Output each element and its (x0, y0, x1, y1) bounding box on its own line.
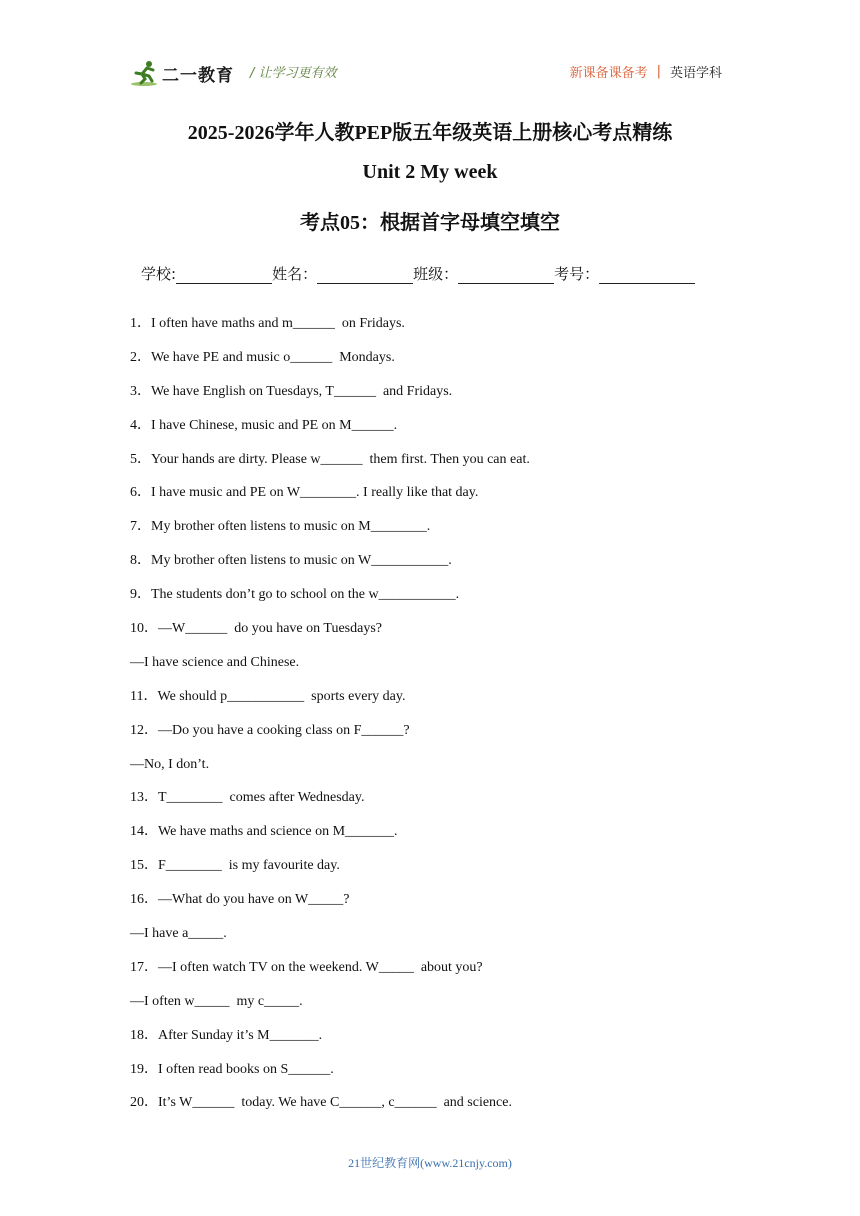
document-title: 2025-2026学年人教PEP版五年级英语上册核心考点精练 (187, 122, 673, 144)
logo-text: 二一教育 (162, 65, 234, 86)
question-line: 16．—What do you have on W_____? (130, 892, 350, 908)
question-line: 3．We have English on Tuesdays, T______ and Fridays. (130, 383, 453, 399)
school-label: 学校: (141, 265, 177, 283)
page-footer: 21世纪教育网(www.21cnjy.com) (348, 1156, 512, 1170)
topic-title: 考点05：根据首字母填空填空 (300, 212, 560, 234)
question-line: 4．I have Chinese, music and PE on M______. (130, 417, 398, 433)
course-label: 新课备课备考 (569, 66, 648, 81)
number-label: 考号： (554, 265, 600, 283)
logo (130, 56, 234, 90)
class-blank[interactable] (458, 265, 554, 284)
name-field (272, 263, 413, 284)
question-line: 15．F________ is my favourite day. (130, 858, 340, 874)
school-field (141, 263, 272, 284)
subject-label: 英语学科 (669, 66, 722, 81)
answer-line: —I have science and Chinese. (130, 654, 300, 670)
question-line: 7．My brother often listens to music on M________. (130, 519, 431, 535)
question-line: 11．We should p___________ sports every day. (130, 688, 406, 704)
question-list (130, 314, 750, 1127)
question-line: 9．The students don’t go to school on the w___________. (130, 587, 460, 603)
question-line: 20．It’s W______ today. We have C______, c______ and science. (130, 1095, 512, 1111)
question-line: 10．—W______ do you have on Tuesdays? (130, 621, 382, 637)
question-line: 13．T________ comes after Wednesday. (130, 790, 365, 806)
answer-line: —I have a_____. (130, 926, 227, 942)
class-label: 班级： (413, 265, 459, 283)
unit-title: Unit 2 My week (362, 161, 498, 183)
question-line: 19．I often read books on S______. (130, 1061, 334, 1077)
header-right (570, 62, 722, 81)
question-line: 12．—Do you have a cooking class on F______? (130, 722, 410, 738)
header-separator: | (656, 64, 661, 79)
question-line: 6．I have music and PE on W________. I really like that day. (130, 485, 479, 501)
student-info-line (141, 263, 695, 284)
question-line: 14．We have maths and science on M_______. (130, 824, 398, 840)
question-line: 5．Your hands are dirty. Please w______ them first. Then you can eat. (130, 451, 530, 467)
question-line: 1．I often have maths and m______ on Fridays. (130, 316, 405, 331)
slogan: / 让学习更有效 (250, 66, 337, 81)
name-label: 姓名： (272, 265, 318, 283)
question-line: 18．After Sunday it’s M_______. (130, 1027, 323, 1043)
number-blank[interactable] (599, 265, 695, 284)
school-blank[interactable] (176, 265, 272, 284)
question-line: 17．—I often watch TV on the weekend. W_____ about you? (130, 959, 483, 975)
answer-line: —No, I don’t. (130, 756, 210, 772)
answer-line: —I often w_____ my c_____. (130, 993, 303, 1009)
class-field (413, 263, 554, 284)
name-blank[interactable] (317, 265, 413, 284)
question-line: 2．We have PE and music o______ Mondays. (130, 349, 395, 365)
page-header (0, 0, 860, 100)
runner-logo-icon (130, 58, 160, 88)
number-field (554, 263, 695, 284)
question-line: 8．My brother often listens to music on W___________. (130, 553, 452, 569)
